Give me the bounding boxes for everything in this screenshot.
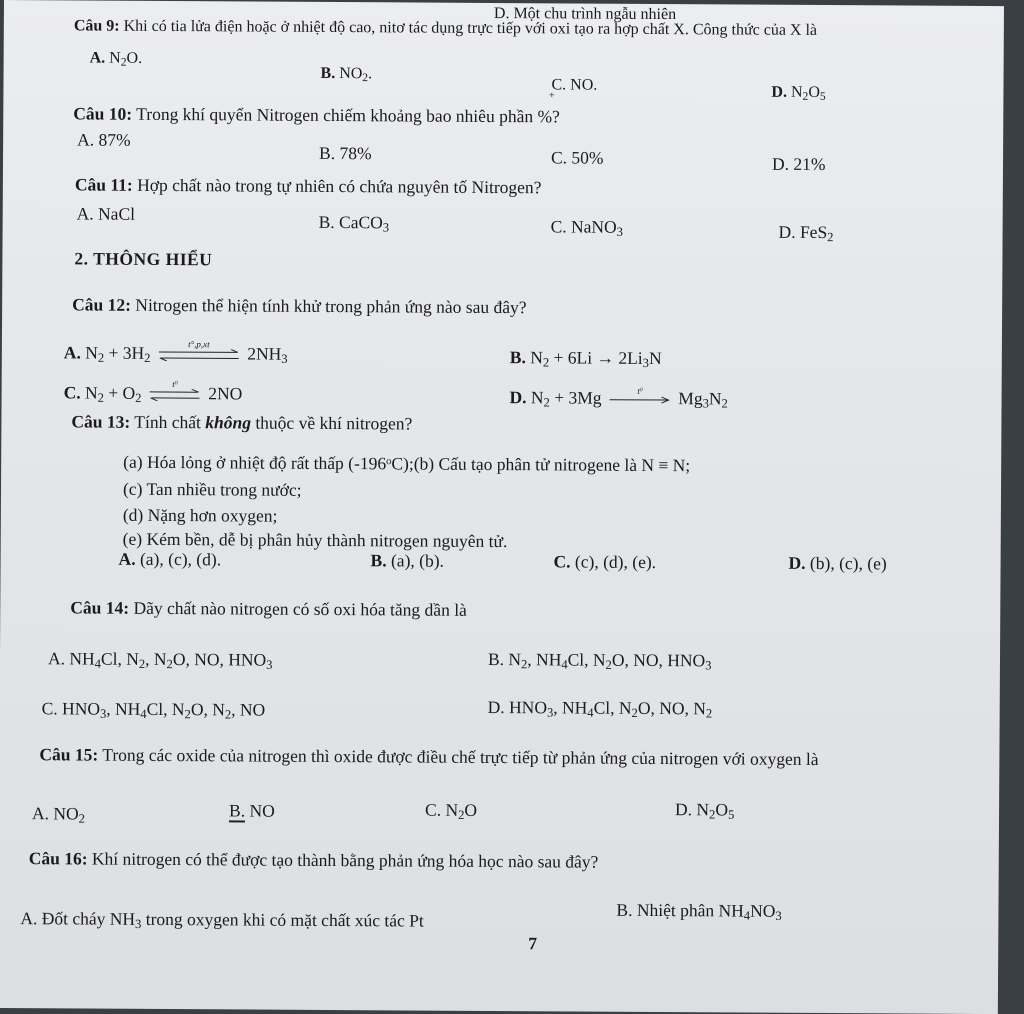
q13-statement-a-b: (a) Hóa lỏng ở nhiệt độ rất thấp (-196$^o$C);(b) Cấu tạo phân tử nitrogene là N ≡ N; [123,454,690,475]
q14-option-c: C. $HNO_3$, $NH_4Cl$, $N_2O$, $N_2$, NO [42,700,266,719]
q14-option-a: A. $NH_4Cl$, $N_2$, $N_2O$, NO, $HNO_3$ [48,650,273,669]
equilibrium-arrow-icon: $t^0$ [150,389,200,401]
question-15: Câu 15: Trong các oxide của nitrogen thì oxide được điều chế trực tiếp từ phản ứng của nitrogen với oxygen là [39,746,818,768]
equilibrium-arrow-icon: t°,p,xt [159,349,239,361]
q12-option-a: A. $N_2 + 3H_2$ t°,p,xt $2NH_3$ [64,344,288,363]
q12-option-b: B. $N_2 + 6Li \to 2Li_3N$ [510,349,662,367]
q9-option-d: D. $N_2O_5$ [771,85,825,101]
question-9: Câu 9: Khi có tia lửa điện hoặc ở nhiệt độ cao, nitơ tác dụng trực tiếp với oxi tạo ra hợp chất X. Công thức của X là [74,18,817,39]
reaction-arrow-icon: $t^0$ [610,396,670,404]
q15-option-c: C. $N_2O$ [425,802,477,820]
q13-option-a: A. (a), (c), (d). [119,551,222,569]
q14-option-b: B. $N_2$, $NH_4Cl$, $N_2O$, NO, $HNO_3$ [488,651,712,670]
q10-option-b: B. 78% [319,145,372,163]
q10-option-a: A. 87% [77,131,131,149]
q11-option-d: D. FeS$_2$ [779,224,834,242]
q10-option-d: D. 21% [772,156,826,174]
q13-statement-d: (d) Nặng hơn oxygen; [123,507,278,525]
q13-statement-e: (e) Kém bền, dễ bị phân hủy thành nitrogen nguyên tử. [123,531,508,551]
q11-option-c: C. NaNO$_3$ [551,218,624,236]
q10-option-c: C. 50% [551,149,604,167]
question-14: Câu 14: Dãy chất nào nitrogen có số oxi hóa tăng dần là [70,599,467,619]
q12-option-d: D. $N_2 + 3Mg$ $t^0$ $Mg_3N_2$ [510,389,728,408]
q11-option-a: A. NaCl [77,205,135,223]
answer-mark-icon: ⁺ [548,89,555,105]
section-heading: 2. THÔNG HIỂU [74,250,212,268]
q15-option-b: B. NO [229,802,275,820]
question-12: Câu 12: Nitrogen thể hiện tính khử trong phản ứng nào sau đây? [72,296,527,316]
previous-option-d: D. Một chu trình ngẫu nhiên [494,6,676,23]
page-number: 7 [528,935,537,953]
q16-option-a: A. Đốt cháy $NH_3$ trong oxygen khi có mặt chất xúc tác Pt [20,910,423,930]
q12-option-c: C. $N_2 + O_2$ $t^0$ 2NO [64,384,243,403]
q9-option-a: A. $N_2O$. [90,51,143,67]
q13-option-c: C. (c), (d), (e). [554,553,657,571]
q9-option-b: B. $NO_2$. [321,66,373,82]
q9-option-c: C. NO. [551,77,597,93]
question-11: Câu 11: Hợp chất nào trong tự nhiên có chứa nguyên tố Nitrogen? [75,176,542,196]
q16-option-b: B. Nhiệt phân $NH_4NO_3$ [616,902,781,921]
q13-option-d: D. (b), (c), (e) [789,555,887,573]
question-13: Câu 13: Tính chất không thuộc về khí nitrogen? [71,413,412,433]
q15-option-d: D. $N_2O_5$ [675,801,734,819]
q13-option-b: B. (a), (b). [371,552,444,570]
q13-statement-c: (c) Tan nhiều trong nước; [123,481,302,500]
q14-option-d: D. $HNO_3$, $NH_4Cl$, $N_2O$, NO, $N_2$ [488,699,713,718]
question-16: Câu 16: Khí nitrogen có thể được tạo thành bằng phản ứng hóa học nào sau đây? [29,850,599,871]
question-10: Câu 10: Trong khí quyển Nitrogen chiếm khoảng bao nhiêu phần %? [73,105,560,125]
q15-option-a: A. $NO_2$ [32,805,85,823]
q11-option-b: B. CaCO$_3$ [319,214,390,232]
